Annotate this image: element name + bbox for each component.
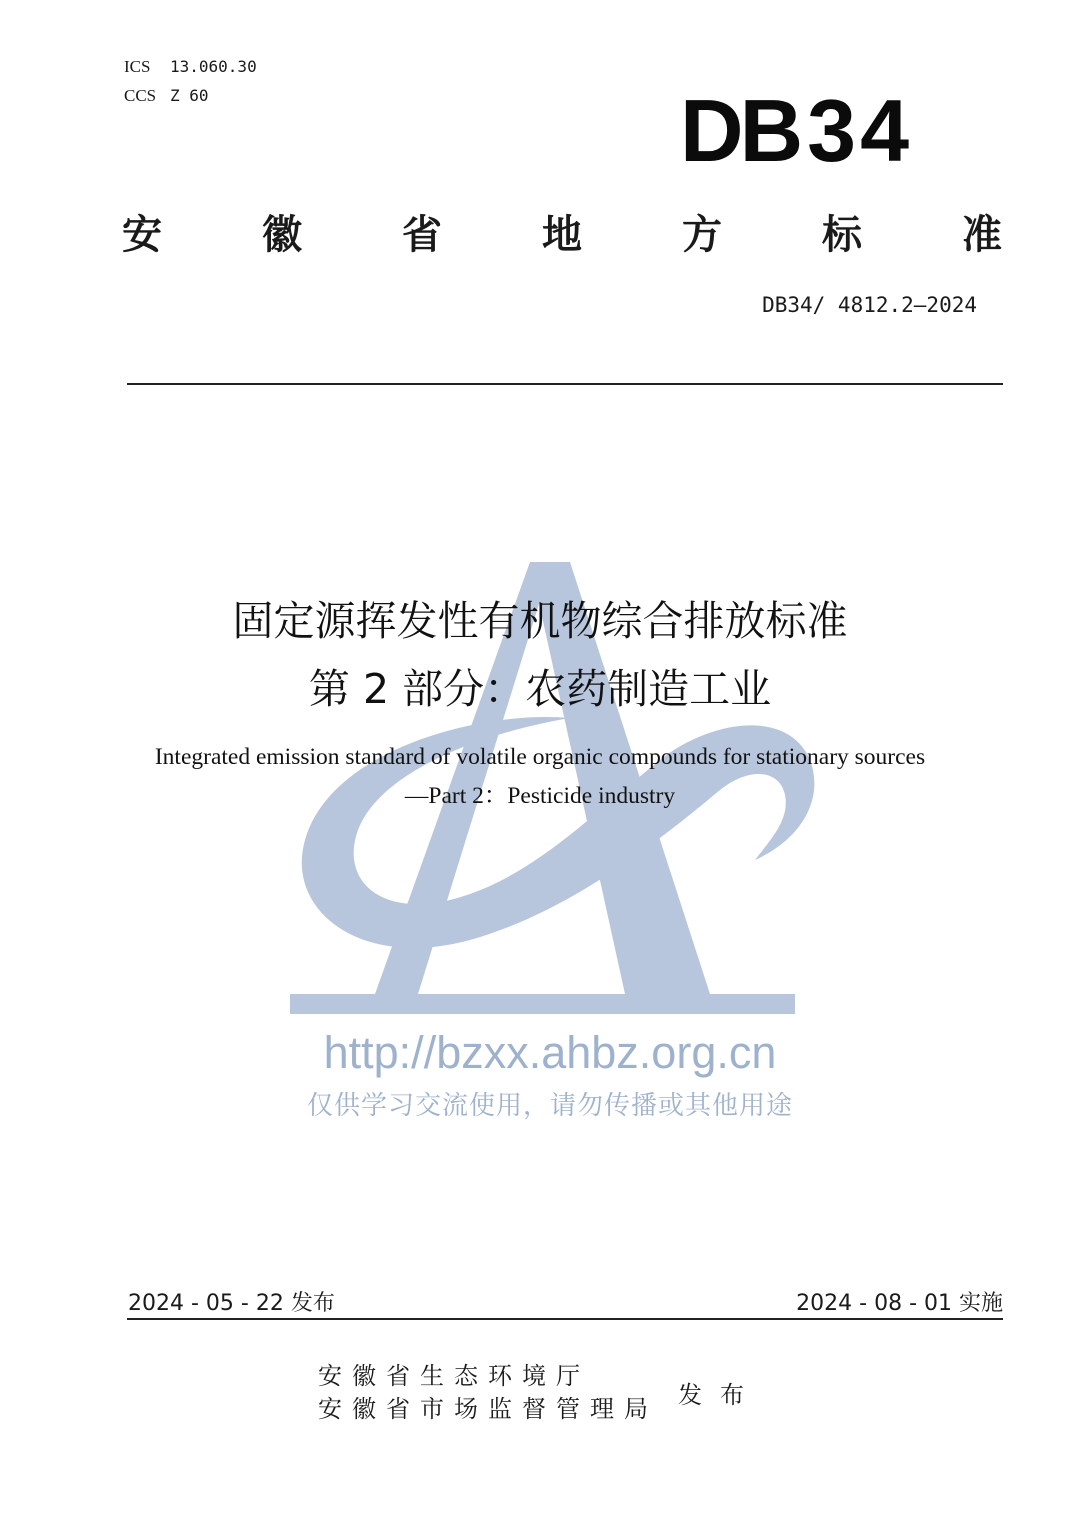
category-char: 准 xyxy=(962,212,1002,258)
ics-value: 13.060.30 xyxy=(170,57,257,76)
standard-number: DB34/ 4812.2—2024 xyxy=(762,293,977,317)
english-title-line1: Integrated emission standard of volatile organic compounds for stationary sources xyxy=(154,744,926,770)
ccs-row xyxy=(124,81,257,110)
top-divider xyxy=(127,383,1003,385)
db34-logo xyxy=(680,81,920,180)
logo-number: 34 xyxy=(807,81,914,180)
issuing-authorities xyxy=(318,1360,658,1426)
watermark-url: http://bzxx.ahbz.org.cn xyxy=(323,1027,777,1078)
category-char: 省 xyxy=(402,212,442,258)
logo-letter-b: B xyxy=(739,81,808,180)
main-title-line1: 固定源挥发性有机物综合排放标准 xyxy=(232,597,848,645)
main-title-line2: 第 2 部分：农药制造工业 xyxy=(308,665,772,713)
category-char: 标 xyxy=(822,212,862,258)
ccs-value: Z 60 xyxy=(170,86,209,105)
issuer-market-regulation: 安徽省市场监督管理局 xyxy=(318,1395,658,1423)
ics-row xyxy=(124,52,257,81)
category-char: 方 xyxy=(682,212,722,258)
issuer-ecology-department: 安徽省生态环境厅 xyxy=(318,1362,590,1390)
category-char: 安 xyxy=(122,212,162,258)
category-char: 徽 xyxy=(262,212,302,258)
ics-label: ICS xyxy=(124,57,151,76)
english-title-line2: —Part 2：Pesticide industry xyxy=(404,783,676,809)
bottom-divider xyxy=(127,1318,1003,1320)
issue-date: 2024 - 05 - 22 发布 xyxy=(128,1291,335,1316)
classification-codes xyxy=(124,52,257,110)
watermark-note: 仅供学习交流使用，请勿传播或其他用途 xyxy=(306,1091,793,1121)
standard-category-title xyxy=(122,205,1002,265)
logo-letter-d: D xyxy=(680,81,740,180)
category-char: 地 xyxy=(542,212,582,258)
publish-label: 发布 xyxy=(678,1381,762,1409)
watermark-bar xyxy=(290,994,795,1014)
ccs-label: CCS xyxy=(124,86,157,105)
implementation-date: 2024 - 08 - 01 实施 xyxy=(796,1291,1003,1316)
